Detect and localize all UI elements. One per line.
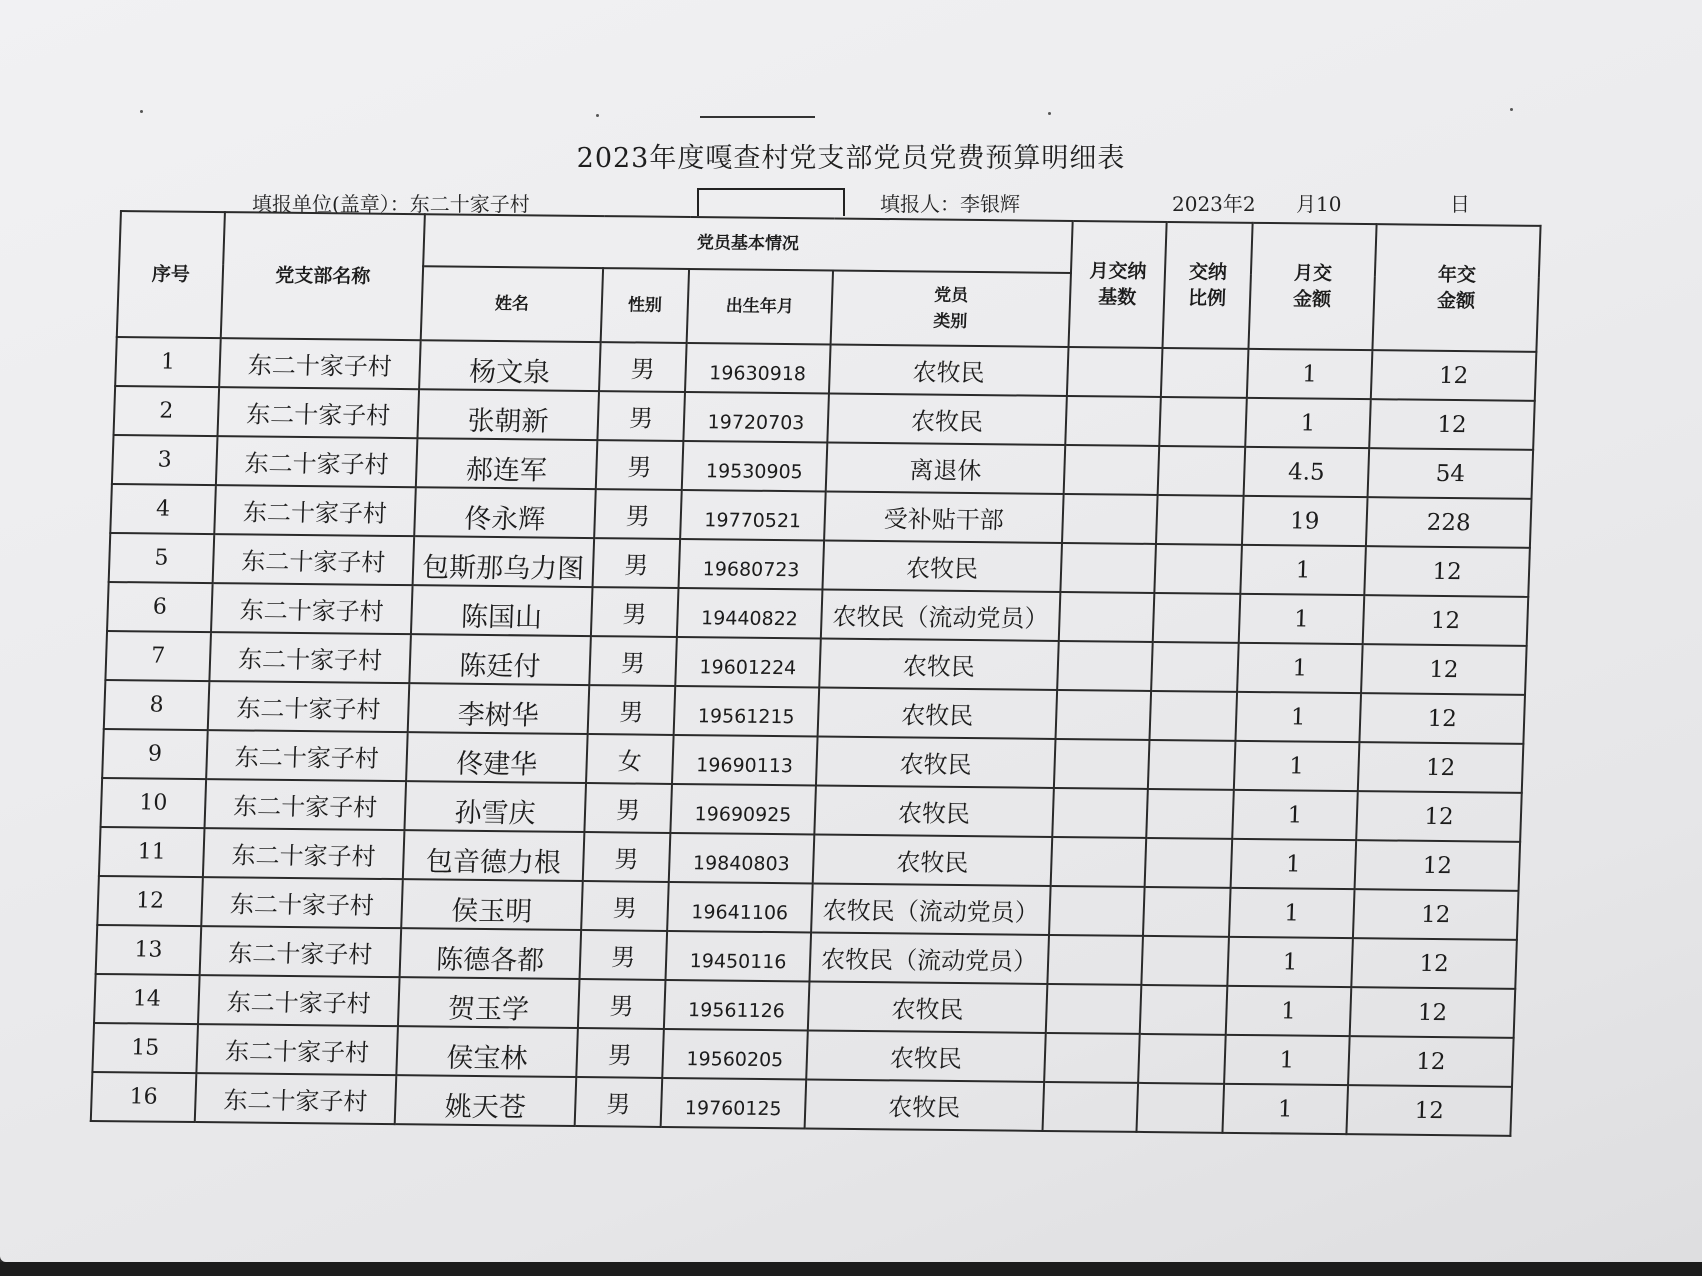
- header-branch: 党支部名称: [221, 212, 425, 340]
- header-row-1: [119, 211, 1540, 278]
- cell-base: [1054, 739, 1150, 789]
- cell-ratio: [1145, 838, 1233, 888]
- cell-gender: 男: [593, 538, 681, 588]
- cell-monthly: 1: [1240, 545, 1366, 595]
- cell-yearly: 54: [1368, 448, 1534, 499]
- cell-ratio: [1158, 446, 1246, 496]
- cell-ratio: [1151, 642, 1239, 692]
- cell-base: [1065, 396, 1161, 446]
- cell-name: 侯玉明: [401, 879, 583, 930]
- cell-branch: 东二十家子村: [209, 632, 411, 683]
- cell-index: 4: [110, 484, 216, 534]
- cell-birth: 19530905: [682, 441, 828, 492]
- cell-ratio: [1154, 544, 1242, 594]
- cell-branch: 东二十家子村: [203, 828, 405, 879]
- cell-name: 陈廷付: [409, 634, 591, 685]
- cell-index: 5: [109, 533, 215, 583]
- cell-base: [1057, 641, 1153, 691]
- cell-category: 农牧民（流动党员）: [809, 932, 1049, 983]
- cell-index: 16: [91, 1072, 197, 1122]
- cell-index: 9: [102, 729, 208, 779]
- cell-ratio: [1138, 1034, 1226, 1084]
- cell-monthly: 1: [1235, 692, 1361, 742]
- cell-branch: 东二十家子村: [198, 975, 400, 1026]
- cell-gender: 男: [578, 979, 666, 1029]
- cell-birth: 19720703: [683, 392, 829, 443]
- cell-birth: 19690113: [672, 735, 818, 786]
- stamp-box: [697, 188, 845, 216]
- cell-name: 贺玉学: [398, 977, 580, 1028]
- cell-birth: 19450116: [665, 931, 811, 982]
- header-base: [1069, 221, 1167, 348]
- cell-index: 1: [115, 337, 221, 387]
- cell-base: [1051, 837, 1147, 887]
- cell-ratio: [1143, 887, 1231, 937]
- cell-yearly: 12: [1359, 693, 1525, 744]
- cell-base: [1049, 886, 1145, 936]
- cell-monthly: 4.5: [1244, 447, 1370, 497]
- cell-branch: 东二十家子村: [219, 338, 421, 389]
- cell-birth: 19561215: [674, 686, 820, 737]
- cell-monthly: 1: [1224, 1035, 1350, 1085]
- cell-base: [1059, 592, 1155, 642]
- cell-gender: 男: [589, 636, 677, 686]
- date-day: 日: [1450, 192, 1470, 216]
- cell-gender: 男: [584, 783, 672, 833]
- cell-birth: 19601224: [675, 637, 821, 688]
- cell-ratio: [1146, 789, 1234, 839]
- cell-yearly: 12: [1355, 840, 1521, 891]
- cell-yearly: 12: [1356, 791, 1522, 842]
- cell-category: 农牧民: [814, 785, 1054, 836]
- cell-index: 13: [96, 925, 202, 975]
- cell-name: 郝连军: [416, 438, 598, 489]
- reporting-unit: 填报单位(盖章）：东二十家子村: [252, 192, 530, 216]
- cell-ratio: [1149, 691, 1237, 741]
- cell-ratio: [1159, 397, 1247, 447]
- cell-yearly: 12: [1346, 1085, 1512, 1136]
- cell-yearly: 12: [1371, 350, 1537, 401]
- header-ratio: [1162, 222, 1252, 349]
- cell-branch: 东二十家子村: [196, 1024, 398, 1075]
- cell-branch: 东二十家子村: [195, 1073, 397, 1124]
- cell-gender: 女: [586, 734, 674, 784]
- cell-birth: 19690925: [670, 784, 816, 835]
- cell-name: 佟永辉: [414, 487, 596, 538]
- speck: [1048, 112, 1051, 115]
- cell-index: 3: [112, 435, 218, 485]
- cell-branch: 东二十家子村: [205, 779, 407, 830]
- header-ratio-line2: 比例: [1187, 287, 1227, 310]
- cell-index: 10: [101, 778, 207, 828]
- cell-birth: 19641106: [667, 882, 813, 933]
- header-yearly: [1372, 224, 1540, 352]
- cell-gender: 男: [575, 1077, 663, 1127]
- cell-name: 姚天苍: [395, 1075, 577, 1126]
- cell-category: 农牧民: [816, 736, 1056, 787]
- cell-index: 8: [104, 680, 210, 730]
- cell-yearly: 12: [1369, 399, 1535, 450]
- cell-index: 14: [94, 974, 200, 1024]
- cell-base: [1062, 494, 1158, 544]
- cell-index: 15: [92, 1023, 198, 1073]
- header-base-line1: 月交纳: [1089, 260, 1147, 283]
- cell-name: 佟建华: [406, 732, 588, 783]
- cell-monthly: 1: [1231, 839, 1357, 889]
- cell-birth: 19840803: [669, 833, 815, 884]
- header-monthly-line1: 月交: [1293, 262, 1333, 285]
- cell-category: 农牧民: [827, 393, 1067, 444]
- cell-name: 包斯那乌力图: [413, 536, 595, 587]
- cell-category: 农牧民（流动党员）: [821, 589, 1061, 640]
- cell-branch: 东二十家子村: [206, 730, 408, 781]
- cell-monthly: 1: [1227, 937, 1353, 987]
- cell-monthly: 1: [1247, 349, 1373, 399]
- header-monthly-line2: 金额: [1292, 288, 1332, 311]
- cell-gender: 男: [599, 342, 687, 392]
- cell-base: [1047, 935, 1143, 985]
- cell-monthly: 1: [1239, 594, 1365, 644]
- cell-monthly: 19: [1242, 496, 1368, 546]
- cell-name: 包音德力根: [403, 830, 585, 881]
- cell-category: 农牧民: [806, 1030, 1046, 1081]
- cell-monthly: 1: [1229, 888, 1355, 938]
- cell-yearly: 12: [1351, 938, 1517, 989]
- cell-birth: 19560205: [662, 1029, 808, 1080]
- cell-birth: 19440822: [677, 588, 823, 639]
- cell-base: [1043, 1082, 1139, 1132]
- cell-ratio: [1156, 495, 1244, 545]
- header-name: 姓名: [421, 266, 603, 342]
- cell-monthly: 1: [1226, 986, 1352, 1036]
- cell-branch: 东二十家子村: [208, 681, 410, 732]
- speck: [140, 110, 143, 113]
- header-birth: 出生年月: [687, 269, 833, 345]
- cell-yearly: 12: [1361, 644, 1527, 695]
- cell-monthly: 1: [1245, 398, 1371, 448]
- cell-ratio: [1148, 740, 1236, 790]
- header-yearly-line2: 金额: [1436, 289, 1476, 313]
- header-monthly: [1248, 223, 1376, 350]
- cell-category: 农牧民（流动党员）: [811, 883, 1051, 934]
- cell-gender: 男: [580, 930, 668, 980]
- cell-monthly: 1: [1222, 1084, 1348, 1134]
- cell-name: 陈德各都: [400, 928, 582, 979]
- cell-index: 6: [107, 582, 213, 632]
- cell-category: 农牧民: [818, 687, 1058, 738]
- cell-birth: 19680723: [678, 539, 824, 590]
- cell-yearly: 12: [1364, 546, 1530, 597]
- table-body: [91, 337, 1537, 1136]
- cell-gender: 男: [588, 685, 676, 735]
- cell-birth: 19770521: [680, 490, 826, 541]
- header-base-line2: 基数: [1097, 286, 1137, 309]
- cell-yearly: 12: [1348, 1036, 1514, 1087]
- header-yearly-line1: 年交: [1437, 263, 1477, 287]
- date-month: 月10: [1296, 192, 1342, 216]
- cell-base: [1044, 1033, 1140, 1083]
- desk-surface: [0, 1262, 1702, 1276]
- header-rule: [700, 116, 815, 118]
- cell-base: [1064, 445, 1160, 495]
- cell-branch: 东二十家子村: [200, 926, 402, 977]
- cell-yearly: 12: [1353, 889, 1519, 940]
- cell-index: 11: [99, 827, 205, 877]
- cell-gender: 男: [594, 489, 682, 539]
- budget-table: [90, 210, 1542, 1137]
- cell-gender: 男: [591, 587, 679, 637]
- cell-branch: 东二十家子村: [216, 436, 418, 487]
- date-year: 2023年2: [1172, 192, 1256, 216]
- cell-category: 农牧民: [805, 1079, 1045, 1130]
- cell-yearly: 12: [1358, 742, 1524, 793]
- cell-branch: 东二十家子村: [201, 877, 403, 928]
- cell-base: [1046, 984, 1142, 1034]
- cell-branch: 东二十家子村: [211, 583, 413, 634]
- cell-gender: 男: [583, 832, 671, 882]
- cell-ratio: [1161, 348, 1249, 398]
- cell-category: 离退休: [826, 442, 1066, 493]
- cell-birth: 19630918: [685, 343, 831, 394]
- cell-category: 农牧民: [819, 638, 1059, 689]
- cell-monthly: 1: [1237, 643, 1363, 693]
- cell-base: [1056, 690, 1152, 740]
- cell-name: 李树华: [408, 683, 590, 734]
- cell-birth: 19760125: [661, 1078, 807, 1129]
- header-category-line1: 党员: [933, 285, 969, 306]
- cell-index: 7: [105, 631, 211, 681]
- cell-name: 张朝新: [417, 389, 599, 440]
- cell-gender: 男: [581, 881, 669, 931]
- cell-yearly: 12: [1363, 595, 1529, 646]
- cell-base: [1067, 347, 1163, 397]
- cell-gender: 男: [596, 440, 684, 490]
- cell-ratio: [1136, 1083, 1224, 1133]
- header-category: [831, 270, 1071, 346]
- cell-gender: 男: [576, 1028, 664, 1078]
- cell-category: 农牧民: [813, 834, 1053, 885]
- header-ratio-line1: 交纳: [1188, 261, 1228, 284]
- cell-base: [1060, 543, 1156, 593]
- cell-branch: 东二十家子村: [213, 534, 415, 585]
- cell-birth: 19561126: [664, 980, 810, 1031]
- header-gender: 性别: [601, 268, 689, 343]
- cell-gender: 男: [597, 391, 685, 441]
- reporter: 填报人：李银辉: [880, 192, 1020, 216]
- header-index: 序号: [117, 211, 225, 338]
- cell-branch: 东二十家子村: [214, 485, 416, 536]
- cell-ratio: [1153, 593, 1241, 643]
- cell-base: [1052, 788, 1148, 838]
- cell-branch: 东二十家子村: [218, 387, 420, 438]
- document-title: 2023年度嘎查村党支部党员党费预算明细表: [576, 143, 1126, 174]
- cell-name: 孙雪庆: [404, 781, 586, 832]
- cell-name: 陈国山: [411, 585, 593, 636]
- cell-category: 受补贴干部: [824, 491, 1064, 542]
- cell-ratio: [1140, 985, 1228, 1035]
- cell-category: 农牧民: [822, 540, 1062, 591]
- speck: [596, 114, 599, 117]
- cell-category: 农牧民: [808, 981, 1048, 1032]
- speck: [1510, 108, 1513, 111]
- cell-monthly: 1: [1234, 741, 1360, 791]
- cell-ratio: [1141, 936, 1229, 986]
- header-category-line2: 类别: [933, 311, 968, 332]
- cell-category: 农牧民: [829, 344, 1069, 395]
- header-basic-info: 党员基本情况: [423, 214, 1073, 273]
- cell-name: 侯宝林: [396, 1026, 578, 1077]
- cell-index: 2: [114, 386, 220, 436]
- cell-name: 杨文泉: [419, 340, 601, 391]
- cell-index: 12: [97, 876, 203, 926]
- cell-monthly: 1: [1232, 790, 1358, 840]
- cell-yearly: 12: [1350, 987, 1516, 1038]
- cell-yearly: 228: [1366, 497, 1532, 548]
